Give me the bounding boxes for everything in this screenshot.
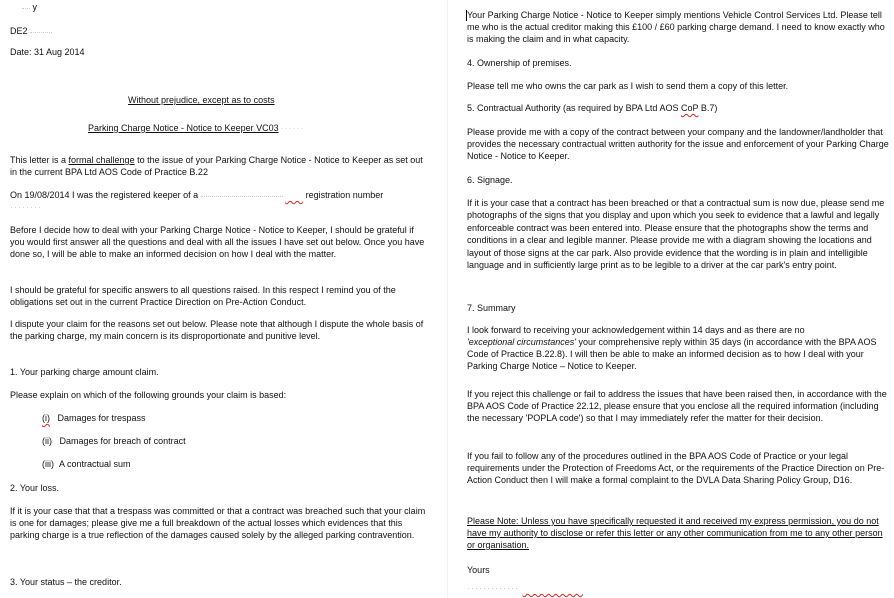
redacted-signature: ············· xxxxxxxxxxx xyxy=(467,583,583,593)
grateful-paragraph: I should be grateful for specific answers to all questions raised. In this respect I remind you of the obligations set out in the current Practice Direction on Pre-Action Conduct. xyxy=(10,285,396,307)
section-2-heading: 2. Your loss. xyxy=(10,483,60,493)
redacted-vehicle xyxy=(201,195,283,197)
page-gap xyxy=(447,0,448,598)
fail-paragraph: If you fail to follow any of the procedures outlined in the BPA AOS Code of Practice or your legal requirements under the Protection of Freedoms Act, or the requirements of the Practice Direction on Pre-Action Conduct then I will make a formal complaint to the DVLA Data Sharing Policy Group, D16. xyxy=(467,451,885,485)
notice-title: Parking Charge Notice - Notice to Keeper VC03 ······ xyxy=(88,123,305,133)
address-line: y xyxy=(22,1,37,13)
before-decide-paragraph: Before I decide how to deal with your Parking Charge Notice - Notice to Keeper, I should be grateful if you would first answer all the questions and deal with all the issues I have set out below. Once you have done so, I will be able to make an informed decision on how I deal with the matter. xyxy=(10,225,425,259)
formal-challenge-text: formal challenge xyxy=(68,155,135,165)
ground-item: (i) Damages for trespass xyxy=(42,413,146,423)
section-4-heading: 4. Ownership of premises. xyxy=(467,58,572,68)
section-5-heading: 5. Contractual Authority (as required by BPA Ltd AOS CoP B.7) xyxy=(467,103,718,113)
keeper-paragraph: On 19/08/2014 I was the registered keeper of a xxxx registration number xyxy=(10,190,384,200)
section-5-body: Please provide me with a copy of the contract between your company and the landowner/landholder that provides the necessary contractual written authority for the issue and enforcement of your Parking Charge Notice - Notice to Keeper. xyxy=(467,127,889,161)
section-7-heading: 7. Summary xyxy=(467,303,516,313)
section-2-body: If it is your case that that a trespass was committed or that a contract was breached such that your claim is one for damages; please give me a full breakdown of the actual losses which evidences that this parking charge is a true reflection of the damages caused solely by the alleged parking contravention. xyxy=(10,506,426,540)
ground-item: (iii) A contractual sum xyxy=(42,459,131,469)
section-6-body: If it is your case that a contract has been breached or that a contractual sum is now due, please send me photographs of the signs that you display and upon which you seek to evidence that a lawful and legally enforceable contract was been entered into. Please ensure that the photographs show the terms and conditions in a clear and legible manner. Please provide me with a diagram showing the locations and layout of those signs at the car park. Also provide evidence that the wording is in plain and intelligible language and in sufficiently large print as to be legible to a driver at the car park's entry point. xyxy=(467,198,885,271)
postcode: DE2 xyxy=(10,25,52,37)
letter-page-1 xyxy=(0,0,436,598)
letter-page-2 xyxy=(464,0,894,598)
dispute-paragraph: I dispute your claim for the reasons set out below. Please note that although I dispute the whole basis of the parking charge, my main concern is its disproportionate and punitive level. xyxy=(10,319,424,341)
section-6-heading: 6. Signage. xyxy=(467,175,513,185)
section-3-heading: 3. Your status – the creditor. xyxy=(10,577,122,587)
redacted-text xyxy=(22,7,30,9)
redacted-registration: ········ xyxy=(10,202,42,212)
reject-paragraph: If you reject this challenge or fail to address the issues that have been raised then, in accordance with the BPA AOS Code of Practice 22.12, please ensure that you enclose all the required information (including the necessary 'POPLA code') so that I may immediately refer the matter for their decision. xyxy=(467,389,887,423)
section-1-heading: 1. Your parking charge amount claim. xyxy=(10,367,159,377)
sign-off: Yours xyxy=(467,565,490,575)
intro-paragraph: This letter is a formal challenge to the issue of your Parking Charge Notice - Notice to Keeper as set out in the current BPA Ltd AOS Code of Practice B.22 xyxy=(10,155,423,177)
redacted-text xyxy=(30,31,52,33)
letter-date: Date: 31 Aug 2014 xyxy=(10,47,85,57)
section-4-body: Please tell me who owns the car park as I wish to send them a copy of this letter. xyxy=(467,81,789,91)
creditor-paragraph: Your Parking Charge Notice - Notice to Keeper simply mentions Vehicle Control Services Ltd. Please tell me who is the actual creditor making this £100 / £60 parking charge demand. I need to know exactly who is making the claim and in what capacity. xyxy=(467,10,885,44)
without-prejudice-heading: Without prejudice, except as to costs xyxy=(128,95,275,105)
section-7-body: I look forward to receiving your acknowledgement within 14 days and as there are no 'exceptional circumstances' your comprehensive reply within 35 days (in accordance with the BPA AOS Code of Practice B.22.8). I will then be able to make an informed decision as to how I deal with your Parking Charge Notice – Notice to Keeper. xyxy=(467,325,877,371)
please-note-paragraph: Please Note: Unless you have specifically requested it and received my express permission, you do not have my authority to disclose or refer this letter or any other communication from me to any other person or organisation. xyxy=(467,516,883,550)
section-1-body: Please explain on which of the following grounds your claim is based: xyxy=(10,390,287,400)
ground-item: (ii) Damages for breach of contract xyxy=(42,436,186,446)
